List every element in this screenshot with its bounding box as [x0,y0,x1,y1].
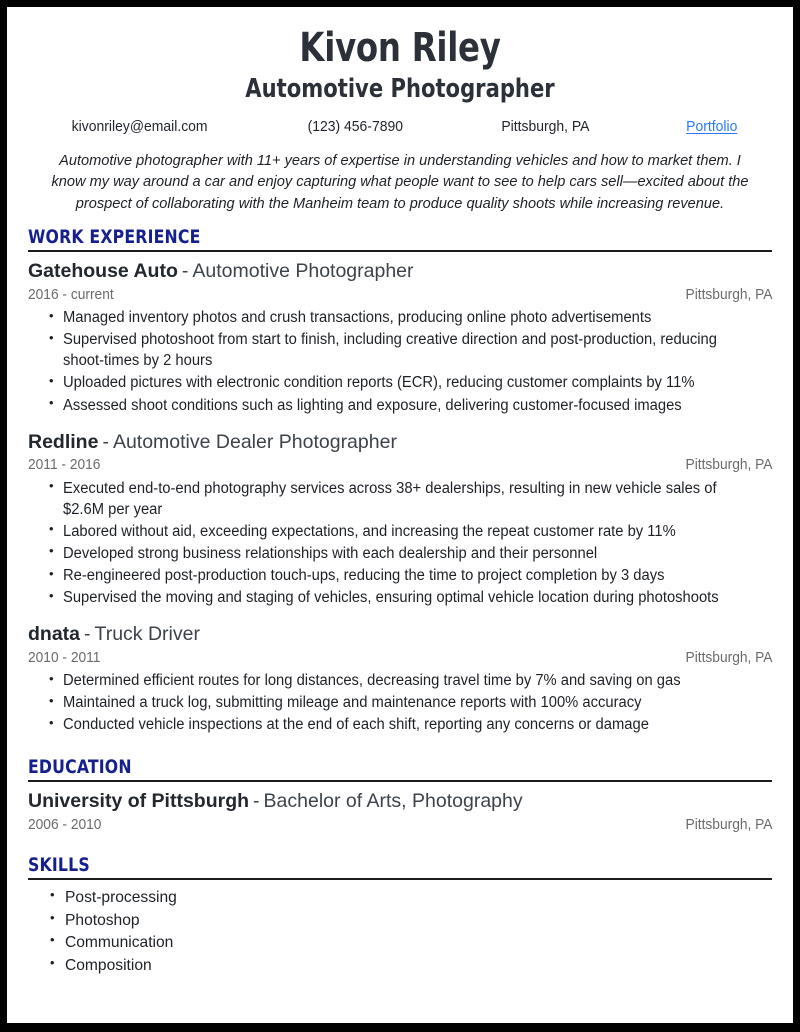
list-item [28,714,772,735]
list-item [28,478,772,520]
entry-organization: Redline [28,430,99,453]
list-item-text: Assessed shoot conditions such as lighting and exposure, delivering customer-focused images [63,396,682,414]
list-item [28,521,772,542]
entry-dash: - [84,623,91,646]
entry-bullet-list [28,670,772,735]
list-item [28,587,772,608]
section-heading-skills: SKILLS [28,854,90,877]
list-item: • Photoshop [28,910,772,933]
page-title: Kivon Riley [299,25,501,71]
entry-title-line [28,259,772,283]
list-item [28,670,772,691]
list-item-text: Supervised the moving and staging of vehicles, ensuring optimal vehicle location during photoshoots [63,589,719,607]
entry-role: Truck Driver [94,623,200,646]
entry-dates: 2010 - 2011 [28,649,101,666]
entry-dates: 2016 - current [28,286,114,303]
list-item [28,372,772,393]
skills-list [28,887,772,977]
list-item [28,329,772,371]
entry-title-line [28,430,772,454]
list-item [28,692,772,713]
contact-phone[interactable]: (123) 456-7890 [307,117,403,135]
entry-location: Pittsburgh, PA [685,286,772,303]
section-heading-education: EDUCATION [28,756,132,779]
list-item [28,543,772,564]
entry-role: Automotive Photographer [192,260,414,283]
section-skills [28,855,772,977]
resume-document [7,7,793,1023]
section-heading-work: WORK EXPERIENCE [28,226,201,249]
entry-title-line [28,789,772,813]
section-divider [28,878,772,880]
list-item [28,307,772,328]
section-divider [28,780,772,782]
list-item-text: Uploaded pictures with electronic condition reports (ECR), reducing customer complaints by 11% [63,374,695,392]
entry-meta [28,816,772,834]
entry-location: Pittsburgh, PA [685,457,772,474]
entry-role: Automotive Dealer Photographer [112,430,397,453]
contact-email[interactable]: kivonriley@email.com [71,117,208,135]
list-item-text: Managed inventory photos and crush transactions, producing online photo advertisements [63,309,652,327]
entry-dash: - [181,260,189,283]
entry-dash: - [253,790,260,813]
section-work-experience [28,227,772,735]
work-entry [28,622,772,735]
entry-location: Pittsburgh, PA [685,816,772,833]
entry-bullet-list [28,478,772,609]
work-entry [28,430,772,609]
entry-dash: - [102,430,109,453]
entry-meta [28,649,772,667]
work-entry [28,259,772,415]
list-item [28,395,772,416]
list-item: • Communication [28,932,772,955]
entry-organization: dnata [28,623,81,646]
entry-dates: 2011 - 2016 [28,457,101,474]
entry-meta [28,456,772,474]
list-item: • Composition [28,955,772,978]
entry-bullet-list [28,307,772,416]
list-item-text: Determined efficient routes for long distances, decreasing travel time by 7% and saving on gas [63,672,681,690]
list-item [28,565,772,586]
entry-degree: Bachelor of Arts, Photography [263,790,523,813]
list-item: • Post-processing [28,887,772,910]
list-item-text: Labored without aid, exceeding expectations, and increasing the repeat customer rate by 11% [63,522,676,540]
entry-organization: Gatehouse Auto [28,260,178,283]
entry-location: Pittsburgh, PA [685,649,772,666]
summary-paragraph: Automotive photographer with 11+ years of expertise in understanding vehicles and how to market them. I know my way around a car and enjoy capturing what people want to see to help cars sell—excited about the prospect of collaborating with the Manheim team to produce quality shoots while increasing revenue. [51,151,749,212]
list-item-text: Conducted vehicle inspections at the end of each shift, reporting any concerns or damage [63,716,649,734]
list-item-text: Re-engineered post-production touch-ups, reducing the time to project completion by 3 days [63,567,665,584]
list-item-text: Maintained a truck log, submitting mileage and maintenance reports with 100% accuracy [63,694,642,712]
education-entry [28,789,772,834]
section-education [28,757,772,834]
list-item-text: Executed end-to-end photography services across 38+ dealerships, resulting in new vehicle sales of $2.6M per year [63,479,717,518]
list-item-text: Supervised photoshoot from start to finish, including creative direction and post-production, reducing shoot-times by 2 hours [63,331,717,370]
entry-title-line [28,622,772,646]
contact-location: Pittsburgh, PA [501,117,590,135]
portfolio-link[interactable]: Portfolio [686,117,738,135]
entry-meta [28,286,772,304]
section-divider [28,250,772,252]
contact-row [28,118,772,136]
list-item-text: Developed strong business relationships with each dealership and their personnel [63,544,598,562]
resume-header [28,26,772,136]
entry-dates: 2006 - 2010 [28,816,102,833]
entry-organization: University of Pittsburgh [28,790,250,813]
header-job-title: Automotive Photographer [245,73,555,104]
